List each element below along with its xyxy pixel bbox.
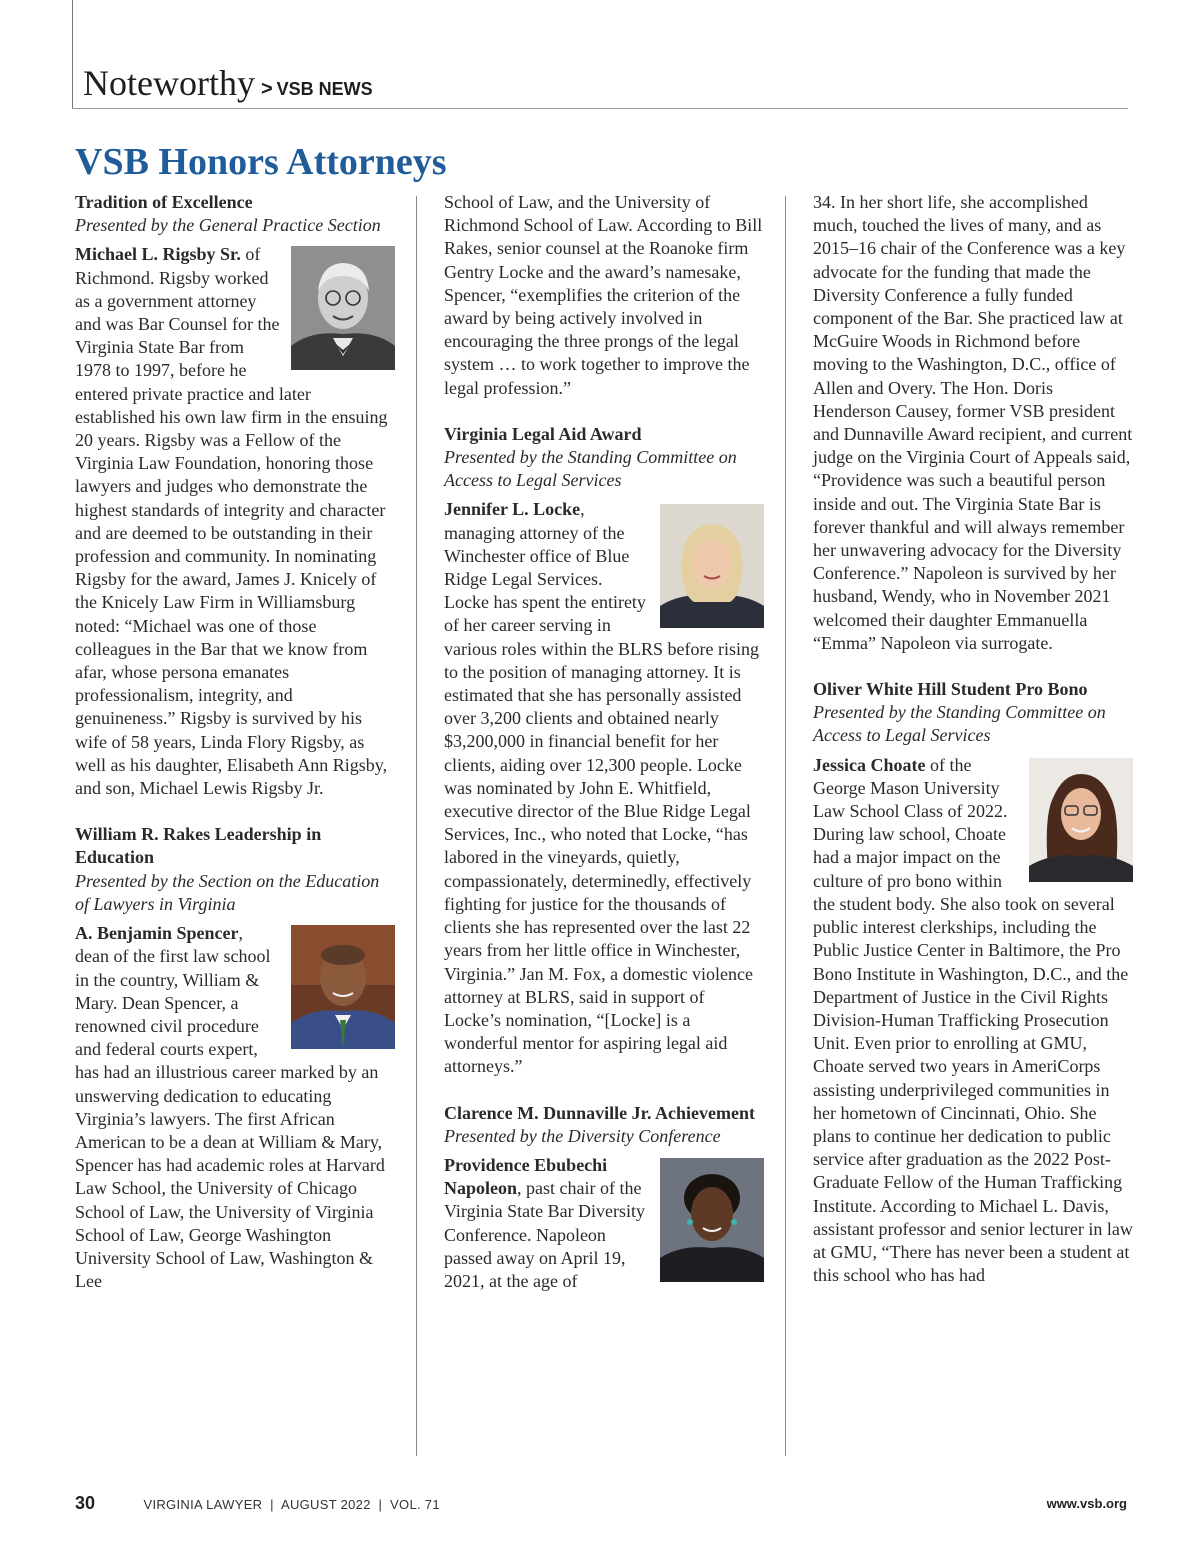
page-number: 30 bbox=[75, 1493, 96, 1513]
locke-portrait-photo bbox=[660, 504, 764, 628]
award-title: William R. Rakes Leadership in Education bbox=[75, 824, 322, 868]
award-presenter: Presented by the Diversity Conference bbox=[444, 1125, 721, 1146]
column-divider bbox=[416, 196, 417, 1456]
website-url: www.vsb.org bbox=[1046, 1496, 1127, 1511]
subsection-name: VSB NEWS bbox=[276, 79, 373, 99]
section-header bbox=[83, 62, 373, 104]
spencer-portrait-photo bbox=[291, 925, 395, 1049]
page-footer bbox=[75, 1493, 1127, 1514]
award-title: Clarence M. Dunnaville Jr. Achievement bbox=[444, 1102, 755, 1123]
recipient-name: Michael L. Rigsby Sr. bbox=[75, 244, 241, 265]
choate-portrait-photo bbox=[1029, 758, 1133, 882]
award-body-continued: School of Law, and the University of Richmond School of Law. According to Bill Rakes, senior counsel at the Roanoke firm Gentry Locke and the award’s namesake, Spencer, “exemplifies the criterion of the award by being actively involved in encouraging the three prongs of the legal system … to work together to improve the legal profession.” bbox=[444, 192, 763, 398]
section-name: Noteworthy bbox=[83, 63, 255, 103]
award-body-text: of the George Mason University Law School Class of 2022. During law school, Choate had a major impact on the culture of pro bono within the student body. She also took on several public interest clerkships, including the Public Justice Center in Baltimore, the Pro Bono Institute in Washington, D.C., and the Department of Justice in the Civil Rights Division-Human Trafficking Prosecution Unit. Even prior to enrolling at GMU, Choate served two years in AmeriCorps assisting underprivileged communities in her hometown of Cincinnati, Ohio. She plans to continue her dedication to public service after graduation as the 2022 Post-Graduate Fellow of the Human Trafficking Institute. According to Michael L. Davis, assistant professor and senior lecturer in law at GMU, “There has never been a student at this school who has had bbox=[813, 754, 1133, 1286]
award-presenter: Presented by the General Practice Section bbox=[75, 215, 381, 236]
column-divider bbox=[785, 196, 786, 1456]
award-presenter: Presented by the Standing Committee on Access to Legal Services bbox=[813, 702, 1106, 746]
article-column-2 bbox=[444, 191, 764, 1293]
award-presenter: Presented by the Standing Committee on Access to Legal Services bbox=[444, 447, 737, 491]
award-presenter: Presented by the Section on the Education of Lawyers in Virginia bbox=[75, 870, 380, 914]
award-body-text: , past chair of the Virginia State Bar Diversity Conference. Napoleon passed away on April 19, 2021, at the age of bbox=[444, 1178, 646, 1291]
recipient-name: Providence Ebubechi Napoleon bbox=[444, 1154, 608, 1199]
header-vertical-rule bbox=[72, 0, 73, 108]
article-title: VSB Honors Attorneys bbox=[75, 141, 447, 183]
award-body-continued: 34. In her short life, she accomplished much, touched the lives of many, and as 2015–16 chair of the Conference was a key advocate for the funding that made the Diversity Conference a fully funded component of the Bar. She practiced law at McGuire Woods in Richmond before moving to the Washington, D.C., office of Allen and Overy. The Hon. Doris Henderson Causey, former VSB president and Dunnaville Award recipient, and current judge on the Virginia Court of Appeals said, “Providence was such a beautiful person inside and out. The Virginia State Bar is forever thankful and will always remember her unwavering advocacy for the Diversity Conference.” Napoleon is survived by her husband, Wendy, who in November 2021 welcomed their daughter Emmanuella “Emma” Napoleon via surrogate. bbox=[813, 192, 1133, 653]
napoleon-portrait-photo bbox=[660, 1158, 764, 1282]
award-title: Tradition of Excellence bbox=[75, 192, 253, 212]
publication-info: VIRGINIA LAWYER | AUGUST 2022 | VOL. 71 bbox=[143, 1497, 440, 1512]
award-title: Virginia Legal Aid Award bbox=[444, 423, 642, 444]
recipient-name: Jennifer L. Locke bbox=[444, 499, 581, 520]
award-title: Oliver White Hill Student Pro Bono bbox=[813, 679, 1088, 700]
breadcrumb-separator: > bbox=[260, 78, 273, 100]
rigsby-portrait-photo bbox=[291, 246, 395, 370]
recipient-name: A. Benjamin Spencer bbox=[75, 923, 239, 944]
award-body-text: , managing attorney of the Winchester office of Blue Ridge Legal Services. Locke has spent the entirety of her career serving in various roles within the BLRS before rising to the position of managing attorney. It is estimated that she has personally assisted over 3,200 clients and obtained nearly $3,200,000 in financial benefit for her clients, aiding over 12,300 people. Locke was nominated by John E. Whitfield, executive director of the Blue Ridge Legal Services, Inc., who noted that Locke, “has labored in the vineyards, quietly, compassionately, determinedly, effectively fighting for justice for the thousands of clients she has represented over the last 22 years from her little office in Winchester, Virginia.” Jan M. Fox, a domestic violence attorney at BLRS, said in support of Locke’s nomination, “[Locke] is a wonderful mentor for aspiring legal aid attorneys.” bbox=[444, 499, 759, 1077]
article-column-1 bbox=[75, 191, 395, 1293]
header-horizontal-rule bbox=[72, 108, 1128, 109]
recipient-name: Jessica Choate bbox=[813, 754, 926, 775]
award-body-text: , dean of the first law school in the country, William & Mary. Dean Spencer, a renowned civil procedure and federal courts expert, has had an illustrious career marked by an unswerving dedication to educating Virginia’s lawyers. The first African American to be a dean at William & Mary, Spencer has had academic roles at Harvard Law School, the University of Chicago School of Law, the University of Virginia School of Law, George Washington University School of Law, Washington & Lee bbox=[75, 923, 385, 1292]
article-column-3 bbox=[813, 191, 1133, 1287]
award-body-text: of Richmond. Rigsby worked as a government attorney and was Bar Counsel for the Virginia State Bar from 1978 to 1997, before he entered private practice and later established his own law firm in the ensuing 20 years. Rigsby was a Fellow of the Virginia Law Foundation, honoring those lawyers and judges who demonstrate the highest standards of integrity and character and are deemed to be outstanding in their profession and community. In nominating Rigsby for the award, James J. Knicely of the Knicely Law Firm in Williamsburg noted: “Michael was one of those colleagues in the Bar that we know from afar, whose persona emanates professionalism, integrity, and genuineness.” Rigsby is survived by his wife of 58 years, Linda Flory Rigsby, as well as his daughter, Elisabeth Ann Rigsby, and son, Michael Lewis Rigsby Jr. bbox=[75, 244, 388, 799]
